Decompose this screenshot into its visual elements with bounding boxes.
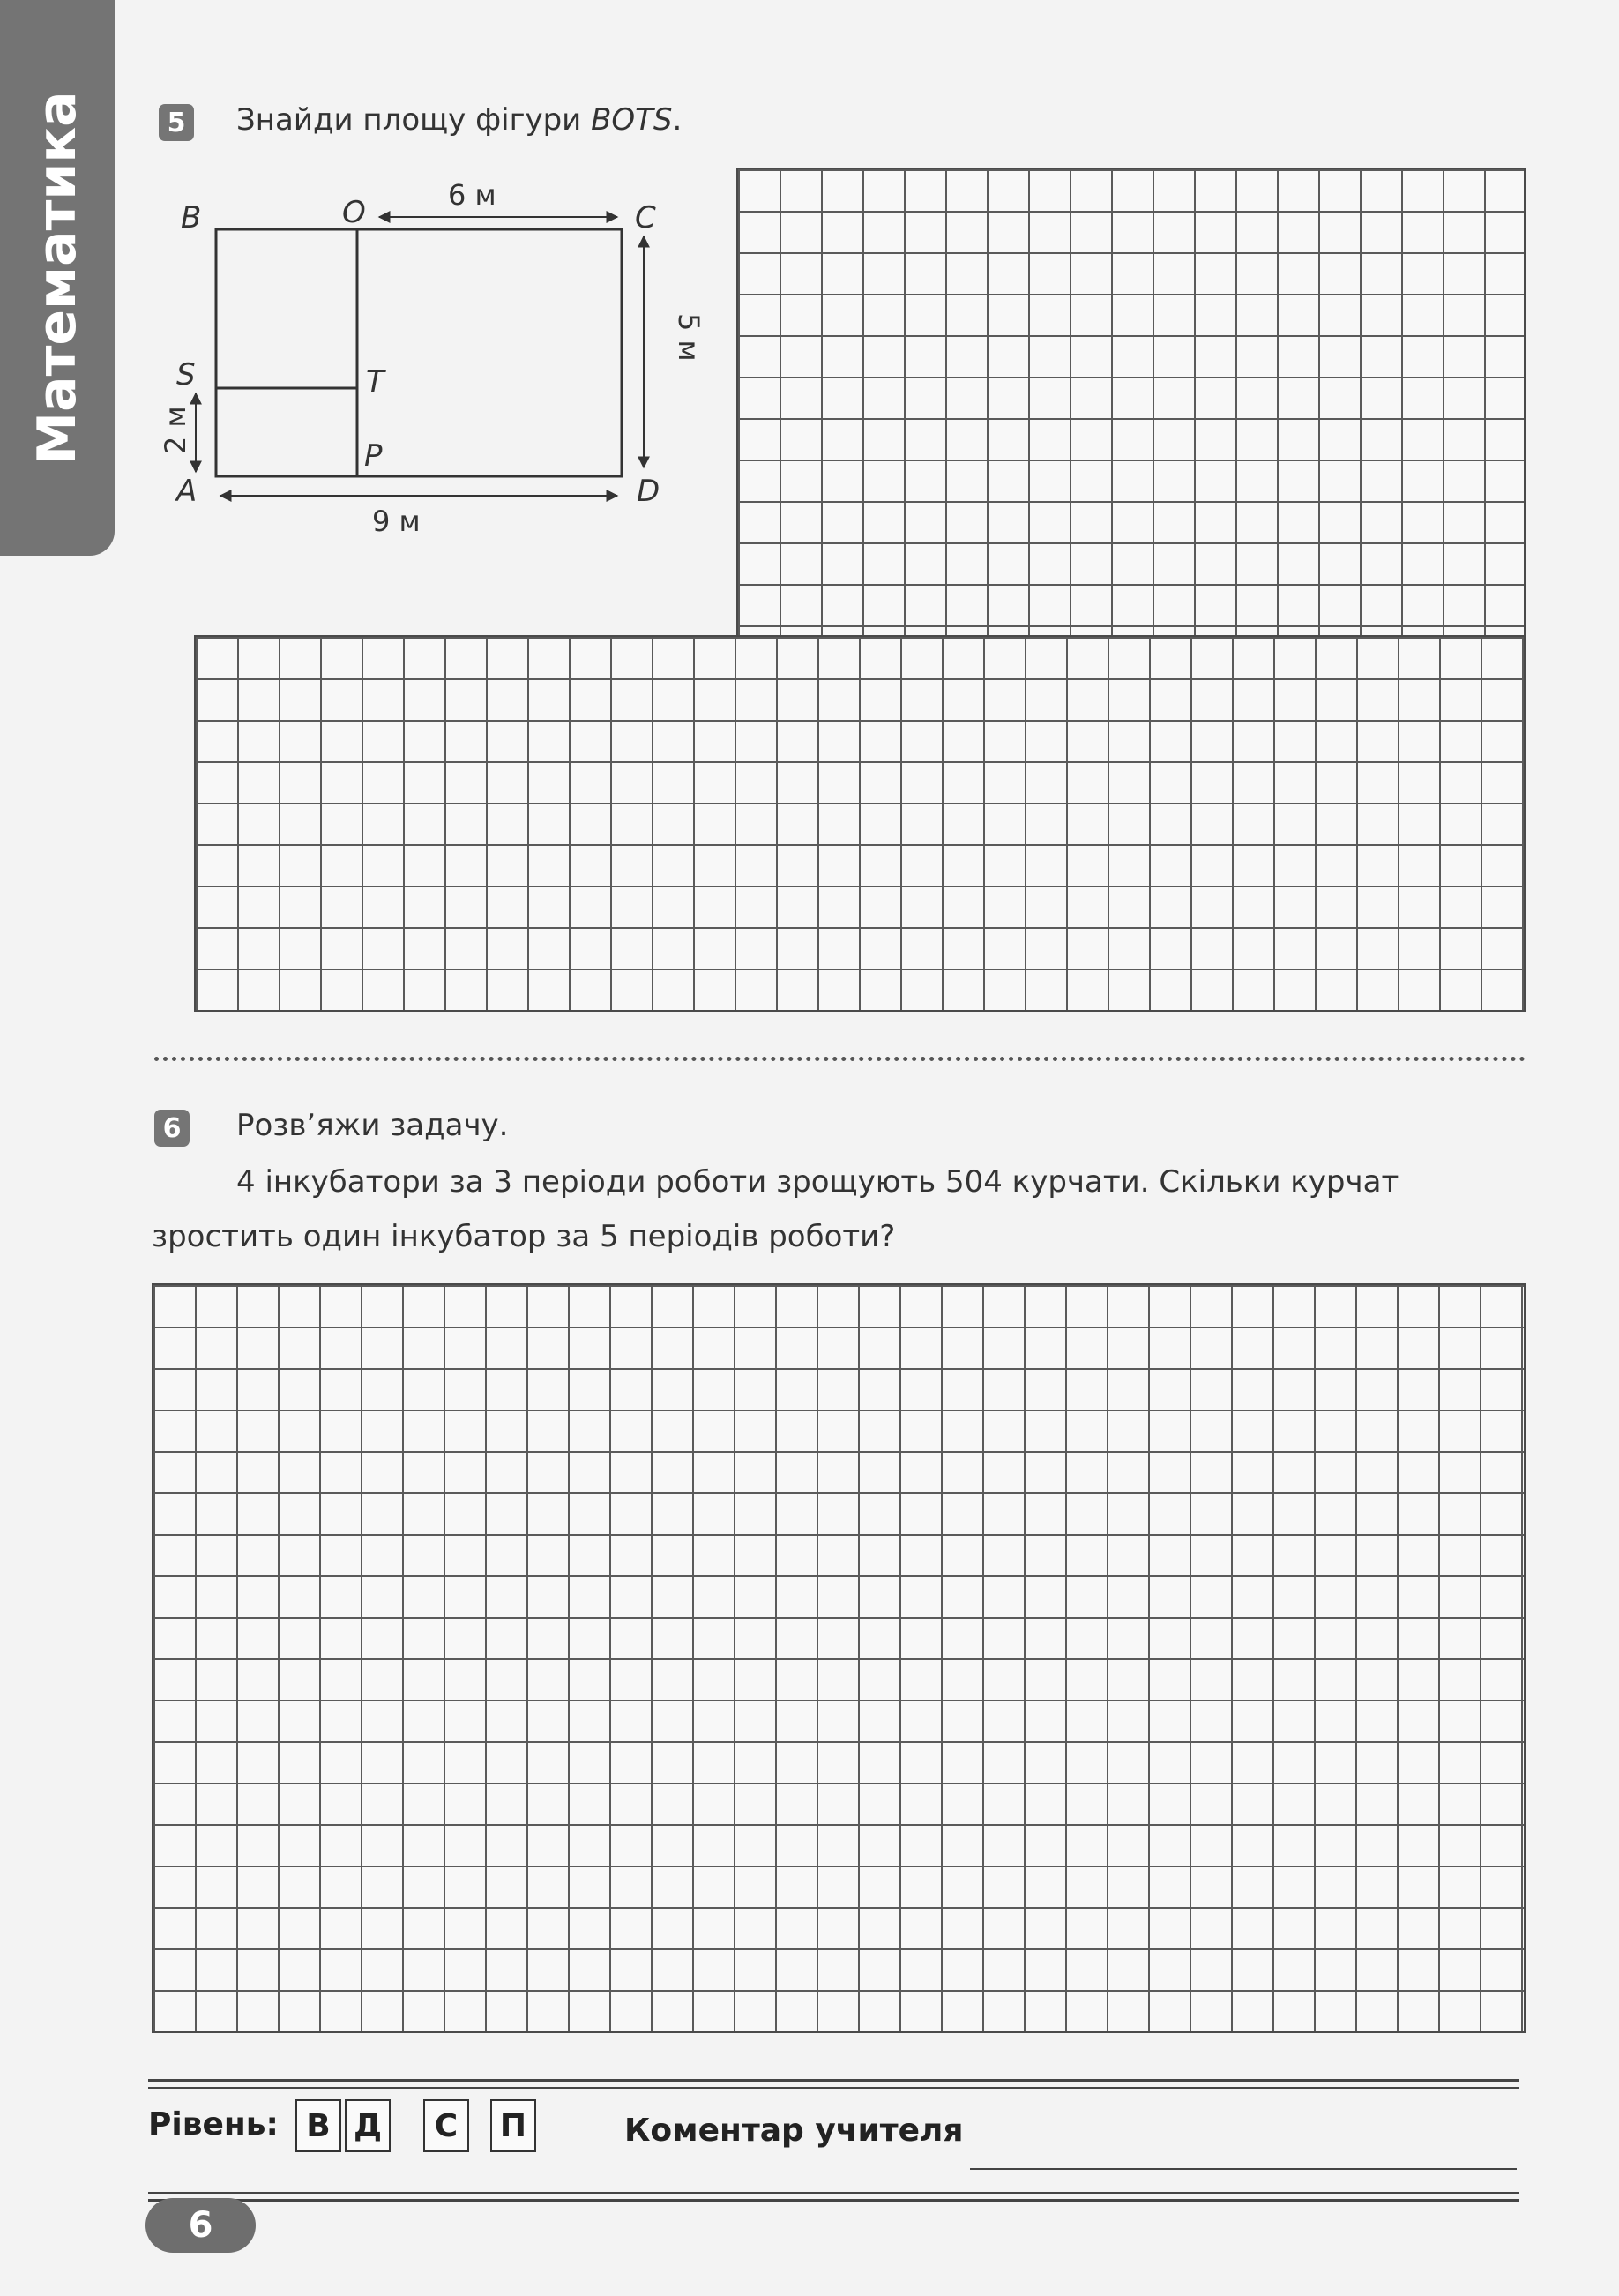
task-5-answer-grid-upper[interactable] xyxy=(736,168,1526,640)
task-6-badge: 6 xyxy=(154,1110,190,1147)
level-box-v[interactable]: В xyxy=(295,2099,341,2152)
figure-name: BOTS xyxy=(591,102,673,138)
point-s: S xyxy=(176,357,196,393)
label-ad: 9 м xyxy=(372,505,421,538)
rectangle-abcd xyxy=(216,229,622,476)
geometry-figure xyxy=(0,0,705,565)
point-a: A xyxy=(176,474,198,509)
task-6-prompt: Розв’яжи задачу. xyxy=(236,1108,509,1143)
footer-rule-bottom xyxy=(148,2192,1519,2194)
point-b: B xyxy=(181,200,202,236)
point-c: C xyxy=(635,200,656,236)
point-p: P xyxy=(364,438,383,474)
level-box-s[interactable]: С xyxy=(423,2099,469,2152)
task-6-problem-line-1: 4 інкубатори за 3 періоди роботи зрощують 504 курчати. Скільки курчат xyxy=(236,1164,1399,1200)
label-oc: 6 м xyxy=(448,178,496,212)
teacher-comment-line[interactable] xyxy=(970,2168,1517,2170)
teacher-comment-label: Коментар учителя xyxy=(624,2113,964,2149)
task-5-prompt: Знайди площу фігури BOTS. xyxy=(236,102,683,138)
level-box-d[interactable]: Д xyxy=(345,2099,391,2152)
level-box-p[interactable]: П xyxy=(490,2099,536,2152)
label-as: 2 м xyxy=(159,406,192,454)
footer-rule-top-thin xyxy=(148,2087,1519,2089)
point-o: O xyxy=(342,195,366,230)
task-5-answer-grid-lower[interactable] xyxy=(194,635,1526,1012)
footer-rule-bottom-thick xyxy=(148,2199,1519,2202)
page-number: 6 xyxy=(145,2198,256,2253)
label-cd: 5 м xyxy=(672,313,705,362)
section-divider xyxy=(154,1057,1526,1061)
footer-rule-top xyxy=(148,2079,1519,2082)
point-t: T xyxy=(366,364,384,400)
task-5-badge: 5 xyxy=(159,104,194,141)
level-label: Рівень: xyxy=(148,2106,279,2143)
task-6-problem-line-2: зростить один інкубатор за 5 періодів роботи? xyxy=(152,1219,896,1254)
point-d: D xyxy=(637,474,660,509)
subject-label: Математика xyxy=(26,91,88,465)
task-6-answer-grid[interactable] xyxy=(152,1283,1526,2033)
